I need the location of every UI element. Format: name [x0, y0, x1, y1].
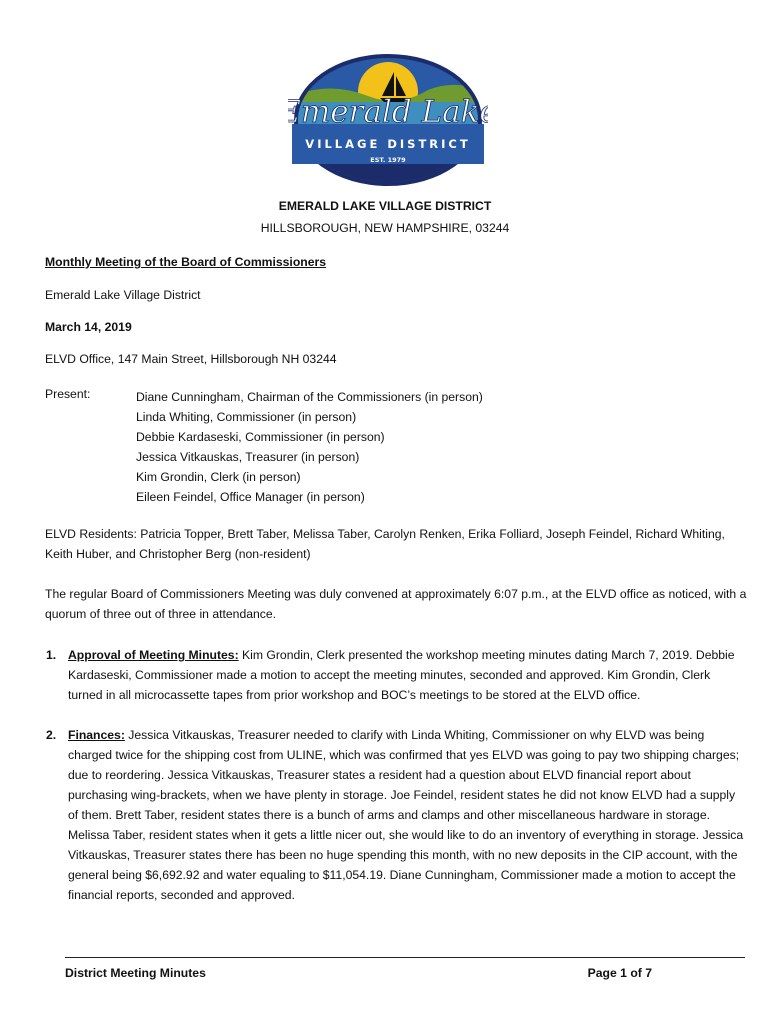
item-number: 1. [46, 648, 57, 662]
footer-title: District Meeting Minutes [65, 966, 206, 980]
emerald-lake-logo [288, 50, 488, 190]
present-member: Debbie Kardaseski, Commissioner (in person) [136, 430, 385, 444]
logo-title: Emerald Lake [288, 94, 488, 130]
present-label: Present: [45, 387, 91, 401]
logo-graphic [288, 50, 488, 190]
meeting-district: Emerald Lake Village District [45, 288, 201, 302]
item-text: Jessica Vitkauskas, Treasurer needed to clarify with Linda Whiting, Commissioner on why ELVD was being charged twice for the shipping cost from ULINE, which was confirmed that yes ELVD was going to pay two shipping charges; due to reordering. Jessica Vitkauskas, Treasurer states a resident had a question about ELVD financial report about purchasing wing-brackets, when we have plenty in storage. Joe Feindel, resident states he did not know ELVD had a supply of them. Brett Taber, resident states there is a bunch of arms and clamps and other miscellaneous hardware in storage. Melissa Taber, resident states when it gets a little nicer out, she would like to do an inventory of everything in storage. Jessica Vitkauskas, Treasurer states there has been no huge spending this month, with no new deposits in the CIP account, with the general being $6,692.92 and water equaling to $11,054.19. Diane Cunningham, Commissioner made a motion to accept the financial reports, seconded and approved. [68, 728, 744, 902]
present-list [136, 387, 483, 507]
footer-divider [65, 957, 745, 958]
present-member: Linda Whiting, Commissioner (in person) [136, 410, 357, 424]
present-member: Jessica Vitkauskas, Treasurer (in person) [136, 450, 360, 464]
item-heading: Finances: [68, 728, 125, 742]
item-heading: Approval of Meeting Minutes: [68, 648, 239, 662]
meeting-title: Monthly Meeting of the Board of Commissioners [45, 255, 327, 269]
present-member: Kim Grondin, Clerk (in person) [136, 470, 301, 484]
agenda-item [46, 645, 748, 705]
org-name: EMERALD LAKE VILLAGE DISTRICT [278, 199, 492, 213]
present-member: Diane Cunningham, Chairman of the Commissioners (in person) [136, 390, 483, 404]
item-text: Kim Grondin, Clerk presented the workshop meeting minutes dating March 7, 2019. Debbie Kardaseski, Commissioner made a motion to accept the meeting minutes, seconded and approved. Kim Grondin, Clerk turned in all microcassette tapes from prior workshop and BOC’s meetings to be stored at the ELVD office. [68, 648, 735, 702]
page-number: Page 1 of 7 [587, 966, 652, 980]
org-address: HILLSBOROUGH, NEW HAMPSHIRE, 03244 [260, 221, 510, 235]
agenda-item [46, 725, 748, 905]
present-member: Eileen Feindel, Office Manager (in person) [136, 490, 365, 504]
item-number: 2. [46, 728, 57, 742]
meeting-location: ELVD Office, 147 Main Street, Hillsborough NH 03244 [45, 352, 337, 366]
logo-est: EST. 1979 [370, 156, 406, 164]
meeting-date: March 14, 2019 [45, 320, 132, 334]
residents-paragraph: ELVD Residents: Patricia Topper, Brett Taber, Melissa Taber, Carolyn Renken, Erika Folliard, Joseph Feindel, Richard Whiting, Keith Huber, and Christopher Berg (non-resident) [45, 527, 725, 561]
opening-paragraph: The regular Board of Commissioners Meeting was duly convened at approximately 6:07 p.m., at the ELVD office as noticed, with a quorum of three out of three in attendance. [45, 587, 747, 621]
logo-subtitle: VILLAGE DISTRICT [305, 137, 471, 151]
